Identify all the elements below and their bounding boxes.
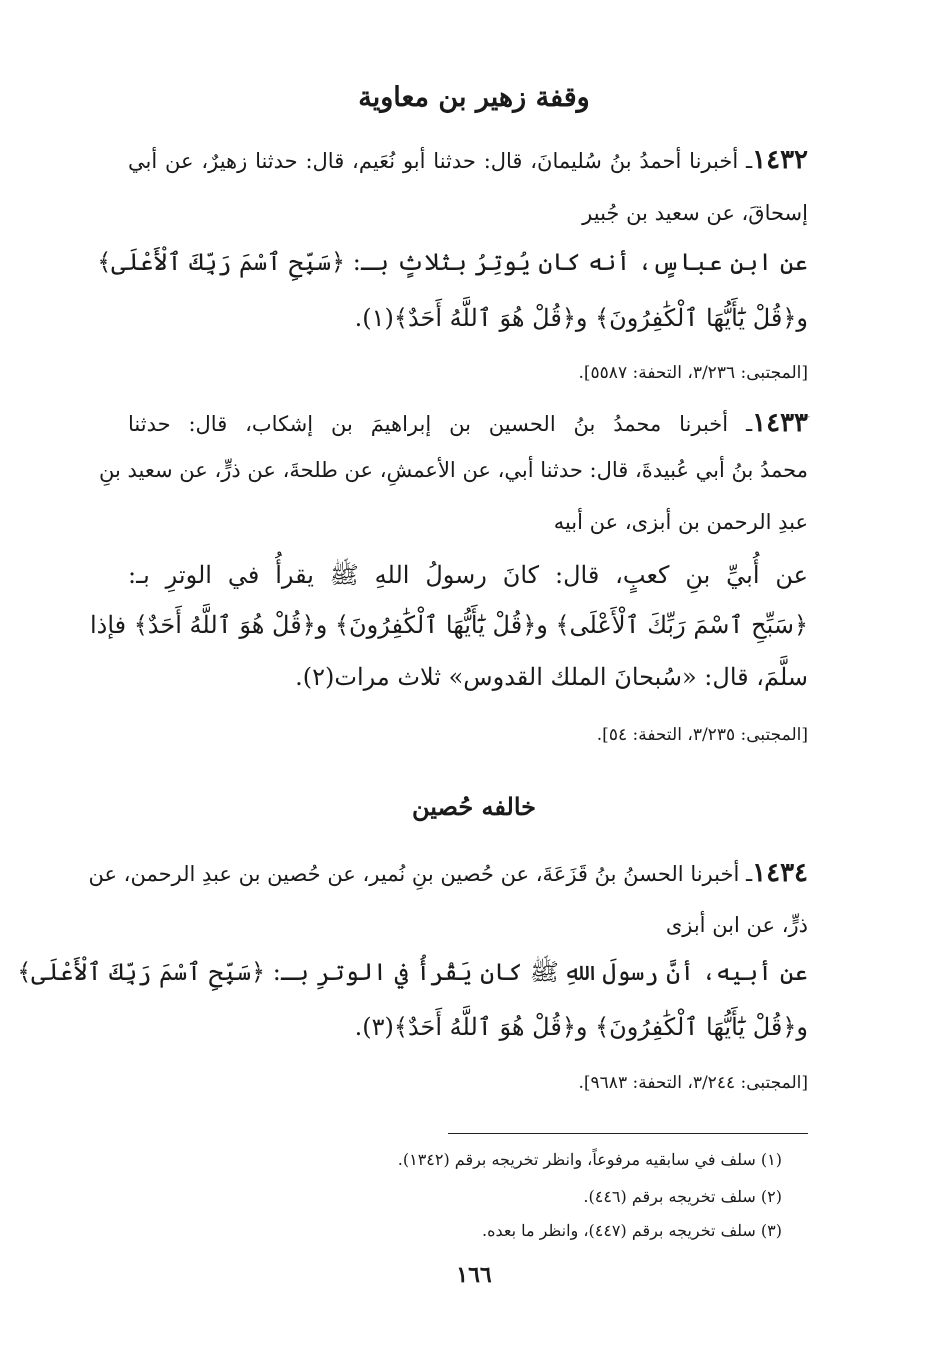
hadith-1433-chain-line-1: ١٤٣٣ـ أخبرنا محمدُ بنُ الحسين بن إبراهيمَ بن إشكاب، قال: حدثنا <box>128 408 808 438</box>
footnote-2: (٢) سلف تخريجه برقم (٤٤٦). <box>583 1187 782 1206</box>
hadith-1433-text-line-3: سلَّمَ، قال: «سُبحانَ الملك القدوس» ثلاث مرات(٢). <box>295 663 808 691</box>
hadith-1434-chain-line-2: ذرٍّ، عن ابن أبزى <box>665 913 808 937</box>
hadith-1432-citation: [المجتبى: ٣/٢٣٦، التحفة: ٥٥٨٧]. <box>578 363 808 383</box>
hadith-1433-chain-line-3: عبدِ الرحمن بن أبزى، عن أبيه <box>553 510 808 534</box>
hadith-1434-text-line-1: عن أبيه، أنَّ رسولَ اللهِ ﷺ كان يَقْرأُ في الوترِ بـ: ﴿سَبِّحِ ٱسْمَ رَبِّكَ ٱلْأَعْلَى﴾ <box>17 958 808 986</box>
hadith-1432-chain-line-1: ١٤٣٢ـ أخبرنا أحمدُ بنُ سُليمانَ، قال: حدثنا أبو نُعَيم، قال: حدثنا زهيرٌ، عن أبي <box>128 145 808 175</box>
hadith-number: ١٤٣٤ <box>752 858 808 888</box>
footnote-divider <box>448 1133 808 1134</box>
hadith-1434-text-line-2: و﴿قُلْ يَٰٓأَيُّهَا ٱلْكَٰفِرُونَ﴾ و﴿قُلْ هُوَ ٱللَّهُ أَحَدٌ﴾(٣). <box>354 1013 808 1041</box>
hadith-1433-text-line-2: ﴿سَبِّحِ ٱسْمَ رَبِّكَ ٱلْأَعْلَى﴾ و﴿قُلْ يَٰٓأَيُّهَا ٱلْكَٰفِرُونَ﴾ و﴿قُلْ هُوَ ٱللَّهُ أَحَدٌ﴾ فإذا <box>89 611 808 639</box>
hadith-1434-citation: [المجتبى: ٣/٢٤٤، التحفة: ٩٦٨٣]. <box>578 1073 808 1093</box>
hadith-1432-chain-line-2: إسحاقَ، عن سعيد بن جُبير <box>582 201 808 225</box>
hadith-1433-text-line-1: عن أُبيِّ بنِ كعبٍ، قال: كانَ رسولُ اللهِ ﷺ يقرأُ في الوترِ بـ: <box>128 561 808 589</box>
scan-speck: · <box>807 410 811 424</box>
subsection-heading: خالفه حُصين <box>412 792 536 821</box>
hadith-1432-text-line-2: و﴿قُلْ يَٰٓأَيُّهَا ٱلْكَٰفِرُونَ﴾ و﴿قُلْ هُوَ ٱللَّهُ أَحَدٌ﴾(١). <box>354 304 808 332</box>
hadith-1434-chain-line-1: ١٤٣٤ـ أخبرنا الحسنُ بنُ قَزَعَةَ، عن حُصين بنِ نُمير، عن حُصين بن عبدِ الرحمن، عن <box>88 858 808 888</box>
hadith-1433-chain-line-2: محمدُ بنُ أبي عُبيدةَ، قال: حدثنا أبي، عن الأعمشِ، عن طلحةَ، عن ذرٍّ، عن سعيد بنِ <box>99 458 808 482</box>
footnote-3: (٣) سلف تخريجه برقم (٤٤٧)، وانظر ما بعده. <box>482 1221 782 1240</box>
hadith-1432-text-line-1: عن ابنِ عباسٍ، أنه كان يُوتِرُ بثلاثٍ بـ: ﴿سَبِّحِ ٱسْمَ رَبِّكَ ٱلْأَعْلَى﴾ <box>97 248 808 276</box>
hadith-number: ١٤٣٣ <box>752 408 808 438</box>
footnote-1: (١) سلف في سابقيه مرفوعاً، وانظر تخريجه برقم (١٣٤٢). <box>397 1150 782 1169</box>
hadith-number: ١٤٣٢ <box>752 145 808 175</box>
section-heading: وقفة زهير بن معاوية <box>358 82 590 113</box>
page-number: ١٦٦ <box>456 1262 492 1288</box>
hadith-1433-citation: [المجتبى: ٣/٢٣٥، التحفة: ٥٤]. <box>596 725 808 745</box>
